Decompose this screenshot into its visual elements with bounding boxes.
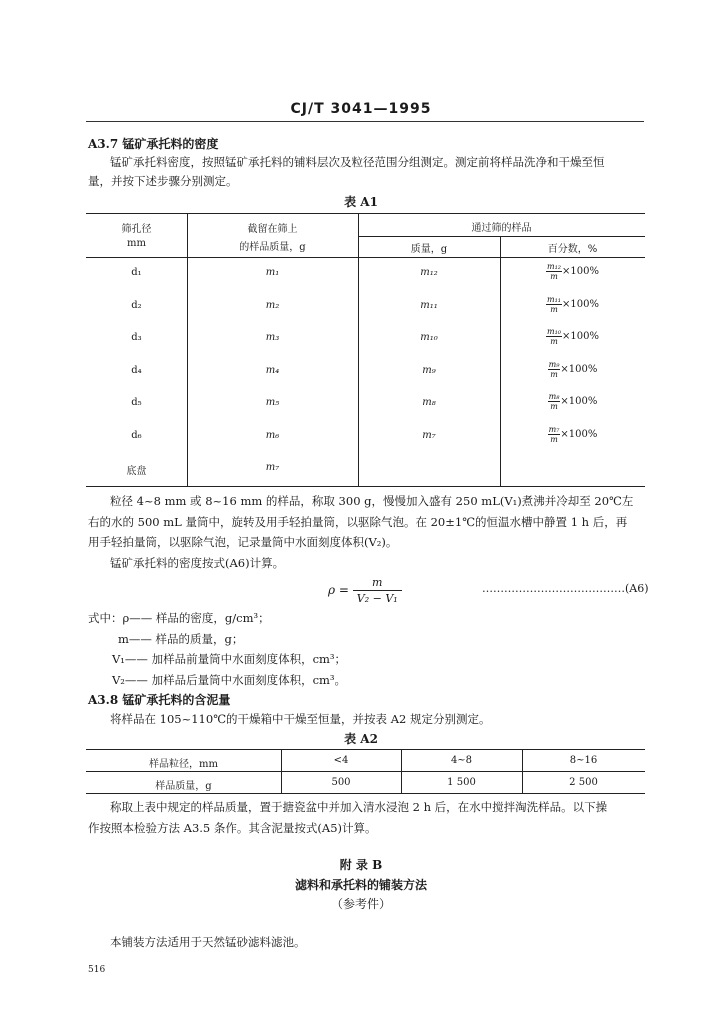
table-cell: 样品粒径，mm xyxy=(149,759,218,770)
standard-code: CJ/T 3041—1995 xyxy=(290,101,432,117)
section-a37-heading: A3.7 锰矿承托料的密度 xyxy=(88,137,219,151)
percent-suffix: ×100% xyxy=(562,266,599,277)
table-rule xyxy=(86,257,645,258)
sieve-size-cell: 底盘 xyxy=(126,466,147,477)
passed-mass-cell: m₁₁ xyxy=(420,300,438,311)
passed-percent-cell xyxy=(500,360,645,379)
table-cell: 样品质量，g xyxy=(155,781,212,792)
fraction-numerator: m₁₁ xyxy=(547,295,562,304)
definition-line: 式中：ρ—— 样品的密度，g/cm³； xyxy=(88,611,270,625)
formula-fraction xyxy=(353,575,402,606)
paragraph-line: 用手轻拍量筒，以驱除气泡，记录量筒中水面刻度体积(V₂)。 xyxy=(88,535,398,549)
paragraph-line: 锰矿承托料密度，按照锰矿承托料的铺料层次及粒径范围分组测定。测定前将样品洗净和干燥至恒 xyxy=(110,155,605,169)
sieve-size-cell: d₅ xyxy=(131,397,142,408)
formula-lhs: ρ = xyxy=(328,583,349,597)
definition-line: V₂—— 加样品后量筒中水面刻度体积，cm³。 xyxy=(112,673,347,687)
percent-suffix: ×100% xyxy=(560,429,598,440)
percent-fraction xyxy=(548,360,561,379)
column-header: 质量，g xyxy=(410,244,448,255)
section-a38-heading: A3.8 锰矿承托料的含泥量 xyxy=(88,693,231,707)
table-rule xyxy=(86,793,645,794)
percent-suffix: ×100% xyxy=(562,331,599,342)
paragraph-line: 粒径 4~8 mm 或 8~16 mm 的样品，称取 300 g，慢慢加入盛有 250 mL(V₁)煮沸并冷却至 20℃左 xyxy=(110,494,634,508)
paragraph-line: 量，并按下述步骤分别测定。 xyxy=(88,174,238,188)
paragraph-line: 称取上表中规定的样品质量，置于搪瓷盆中并加入清水浸泡 2 h 后，在水中搅拌淘洗样品。以下操 xyxy=(110,800,608,814)
fraction-denominator: m xyxy=(550,272,558,281)
column-header: 截留在筛上 xyxy=(247,224,298,235)
table-cell: 4~8 xyxy=(450,755,473,766)
retained-mass-cell: m₂ xyxy=(265,300,280,311)
fraction-denominator: m xyxy=(550,435,558,444)
appendix-title: 滤料和承托料的铺装方法 xyxy=(294,878,427,892)
formula-number: …………………………………(A6) xyxy=(482,582,649,595)
percent-suffix: ×100% xyxy=(560,364,598,375)
table-a1-caption: 表 A1 xyxy=(344,195,378,209)
retained-mass-cell: m₃ xyxy=(265,332,280,343)
paragraph-line: 右的水的 500 mL 量筒中，旋转及用手轻拍量筒，以驱除气泡。在 20±1℃的恒温水槽中静置 1 h 后，再 xyxy=(88,515,628,529)
fraction-numerator: m₁₀ xyxy=(547,327,562,336)
percent-fraction xyxy=(546,262,562,281)
sieve-size-cell: d₄ xyxy=(131,365,142,376)
table-a2-caption: 表 A2 xyxy=(344,732,378,746)
passed-mass-cell: m₁₂ xyxy=(420,267,438,278)
table-rule xyxy=(358,236,645,237)
table-cell: <4 xyxy=(333,755,349,766)
column-header: 百分数，% xyxy=(547,244,598,255)
formula-numerator: m xyxy=(353,575,402,591)
passed-percent-cell xyxy=(500,327,645,346)
percent-suffix: ×100% xyxy=(560,396,598,407)
appendix-label: 附 录 B xyxy=(339,858,383,872)
paragraph-line: 将样品在 105~110℃的干燥箱中干燥至恒量，并按表 A2 规定分别测定。 xyxy=(110,712,491,726)
header-rule xyxy=(86,121,644,122)
fraction-denominator: m xyxy=(550,337,558,346)
passed-percent-cell xyxy=(500,425,645,444)
passed-mass-cell: m₁₀ xyxy=(420,332,438,343)
table-cell: 1 500 xyxy=(447,777,476,788)
passed-percent-cell xyxy=(500,392,645,411)
column-group-header: 通过筛的样品 xyxy=(471,223,532,234)
page-number: 516 xyxy=(88,965,106,975)
retained-mass-cell: m₆ xyxy=(265,430,280,441)
percent-fraction xyxy=(548,392,561,411)
table-cell: 8~16 xyxy=(569,755,598,766)
table-rule xyxy=(86,486,645,487)
passed-mass-cell: m₈ xyxy=(422,397,436,408)
percent-fraction xyxy=(546,327,562,346)
percent-suffix: ×100% xyxy=(562,299,599,310)
sieve-size-cell: d₂ xyxy=(131,300,142,311)
sieve-size-cell: d₃ xyxy=(131,332,142,343)
retained-mass-cell: m₇ xyxy=(265,462,280,473)
paragraph-line: 作按照本检验方法 A3.5 条作。其含泥量按式(A5)计算。 xyxy=(88,821,377,835)
percent-fraction xyxy=(546,295,562,314)
fraction-numerator: m₁₂ xyxy=(547,262,562,271)
retained-mass-cell: m₅ xyxy=(265,397,280,408)
fraction-numerator: m₈ xyxy=(548,392,560,401)
fraction-numerator: m₇ xyxy=(548,425,560,434)
paragraph-line: 本铺装方法适用于天然锰砂滤料滤池。 xyxy=(110,935,306,949)
fraction-denominator: m xyxy=(550,402,558,411)
sieve-size-cell: d₆ xyxy=(131,430,142,441)
table-cell: 500 xyxy=(331,777,351,788)
formula-denominator: V₂ − V₁ xyxy=(356,592,398,605)
table-rule xyxy=(86,749,645,750)
fraction-denominator: m xyxy=(550,370,558,379)
percent-fraction xyxy=(548,425,561,444)
fraction-numerator: m₉ xyxy=(548,360,560,369)
column-header: mm xyxy=(127,238,146,249)
paragraph-line: 锰矿承托料的密度按式(A6)计算。 xyxy=(110,556,285,570)
sieve-size-cell: d₁ xyxy=(131,267,142,278)
definition-line: m—— 样品的质量，g； xyxy=(118,632,244,646)
definition-line: V₁—— 加样品前量筒中水面刻度体积，cm³； xyxy=(112,652,347,666)
fraction-denominator: m xyxy=(550,305,558,314)
table-rule xyxy=(86,771,645,772)
formula-a6 xyxy=(328,575,402,606)
passed-mass-cell: m₇ xyxy=(422,430,436,441)
table-rule xyxy=(187,213,188,486)
retained-mass-cell: m₁ xyxy=(265,267,280,278)
table-rule xyxy=(86,213,645,214)
passed-mass-cell: m₉ xyxy=(422,365,436,376)
passed-percent-cell xyxy=(500,295,645,314)
table-cell: 2 500 xyxy=(569,777,598,788)
retained-mass-cell: m₄ xyxy=(265,365,280,376)
column-header: 筛孔径 xyxy=(121,224,152,235)
appendix-note: （参考件） xyxy=(330,897,391,911)
passed-percent-cell xyxy=(500,262,645,281)
column-header: 的样品质量，g xyxy=(239,242,306,253)
